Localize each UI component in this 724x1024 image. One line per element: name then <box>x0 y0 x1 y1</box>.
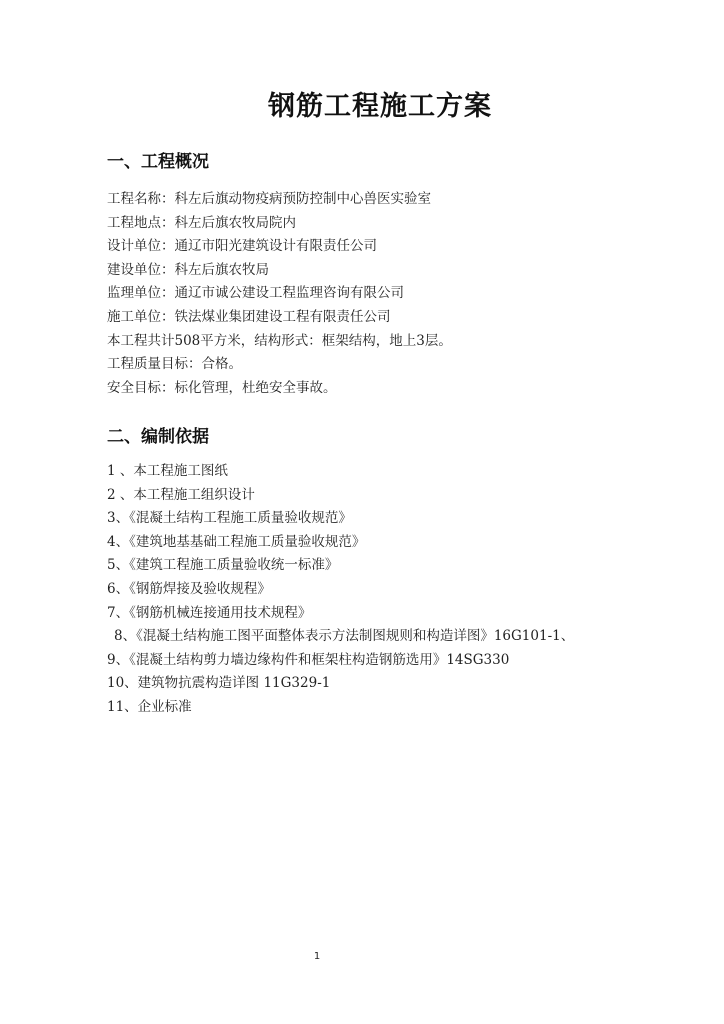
basis-line-4: 4、《建筑地基基础工程施工质量验收规范》 <box>107 533 366 550</box>
overview-line-project-name: 工程名称：科左后旗动物疫病预防控制中心兽医实验室 <box>107 191 431 207</box>
basis-line-1: 1 、本工程施工图纸 <box>107 463 228 479</box>
basis-line-5: 5、《建筑工程施工质量验收统一标准》 <box>107 557 339 574</box>
overview-line-safety-target: 安全目标：标化管理，杜绝安全事故。 <box>107 379 337 396</box>
overview-line-owner: 建设单位：科左后旗农牧局 <box>107 261 269 278</box>
section-heading-overview: 一、工程概况 <box>107 152 209 172</box>
basis-line-7: 7、《钢筋机械连接通用技术规程》 <box>107 604 312 621</box>
basis-line-8: 8、《混凝土结构施工图平面整体表示方法制图规则和构造详图》16G101-1、 <box>114 628 575 645</box>
overview-line-contractor: 施工单位：铁法煤业集团建设工程有限责任公司 <box>107 308 391 325</box>
overview-line-scale: 本工程共计508平方米，结构形式：框架结构，地上3层。 <box>107 332 452 349</box>
basis-line-10: 10、建筑物抗震构造详图 11G329-1 <box>107 675 331 692</box>
overview-line-location: 工程地点：科左后旗农牧局院内 <box>107 214 296 231</box>
basis-line-11: 11、企业标准 <box>107 698 192 715</box>
basis-line-6: 6、《钢筋焊接及验收规程》 <box>107 580 271 597</box>
overview-line-quality-target: 工程质量目标：合格。 <box>107 356 242 373</box>
overview-list <box>107 188 452 400</box>
document-title: 钢筋工程施工方案 <box>268 91 492 122</box>
basis-list <box>107 460 574 720</box>
overview-line-design-unit: 设计单位：通辽市阳光建筑设计有限责任公司 <box>107 238 377 255</box>
basis-line-3: 3、《混凝土结构工程施工质量验收规范》 <box>107 510 352 527</box>
overview-line-supervisor: 监理单位：通辽市诚公建设工程监理咨询有限公司 <box>107 285 404 302</box>
basis-line-9: 9、《混凝土结构剪力墙边缘构件和框架柱构造钢筋选用》14SG330 <box>107 651 510 668</box>
section-heading-basis: 二、编制依据 <box>107 427 209 447</box>
basis-line-2: 2 、本工程施工组织设计 <box>107 486 255 503</box>
page-number: 1 <box>313 951 321 962</box>
